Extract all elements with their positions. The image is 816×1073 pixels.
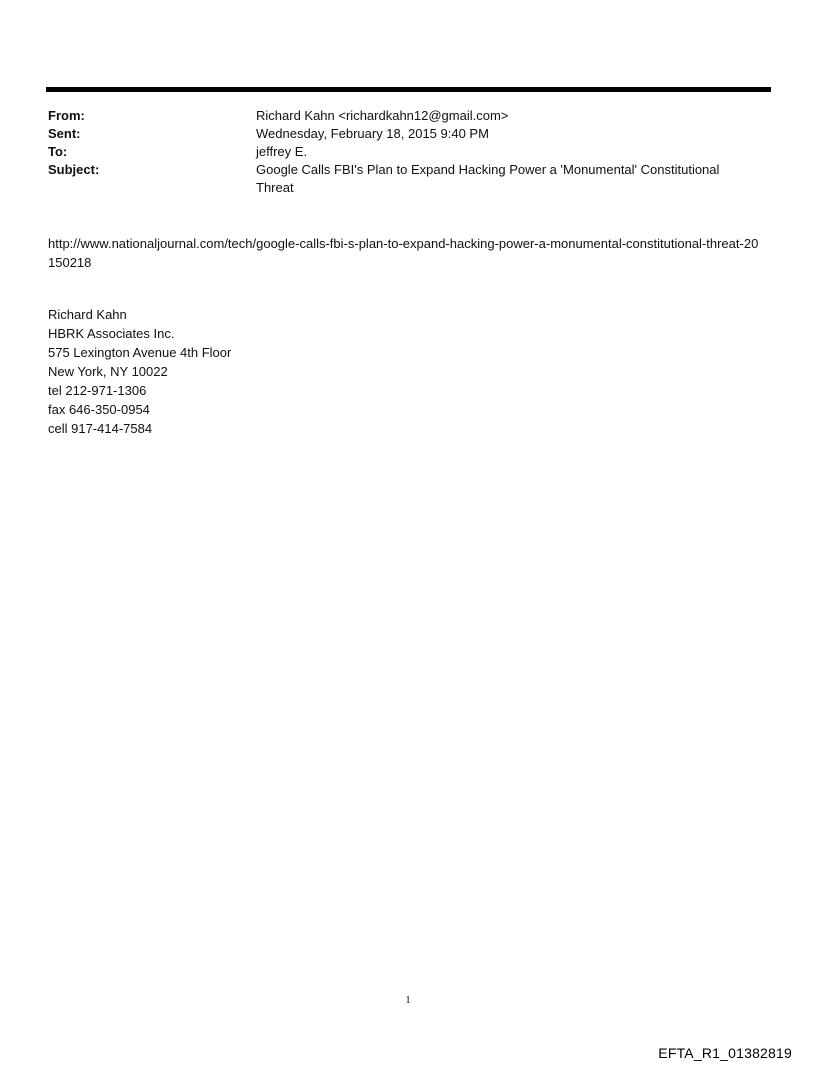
to-row: [48, 143, 748, 161]
to-value: jeffrey E.: [256, 144, 308, 159]
signature-company: HBRK Associates Inc.: [48, 326, 175, 341]
signature-cell: cell 917-414-7584: [48, 421, 153, 436]
from-row: [48, 107, 748, 125]
subject-value: Google Calls FBI's Plan to Expand Hacking Power a 'Monumental' Constitutional Threat: [256, 162, 720, 195]
subject-label: Subject:: [48, 162, 100, 177]
document-id: EFTA_R1_01382819: [658, 1045, 792, 1061]
email-header: [48, 107, 748, 197]
signature-fax: fax 646-350-0954: [48, 402, 150, 417]
header-divider: [46, 87, 771, 92]
sent-label: Sent:: [48, 126, 81, 141]
sent-row: [48, 125, 748, 143]
body-link[interactable]: http://www.nationaljournal.com/tech/google-calls-fbi-s-plan-to-expand-hacking-power-a-monumental-constitutional-threat-20150218: [48, 236, 759, 270]
to-label: To:: [48, 144, 68, 159]
from-value: Richard Kahn <richardkahn12@gmail.com>: [256, 108, 509, 123]
signature-tel: tel 212-971-1306: [48, 383, 147, 398]
signature-name: Richard Kahn: [48, 307, 127, 322]
subject-row: [48, 161, 748, 197]
signature-block: [48, 305, 231, 438]
from-label: From:: [48, 108, 85, 123]
page-number: 1: [405, 994, 411, 1006]
signature-city: New York, NY 10022: [48, 364, 168, 379]
sent-value: Wednesday, February 18, 2015 9:40 PM: [256, 126, 489, 141]
signature-address: 575 Lexington Avenue 4th Floor: [48, 345, 232, 360]
